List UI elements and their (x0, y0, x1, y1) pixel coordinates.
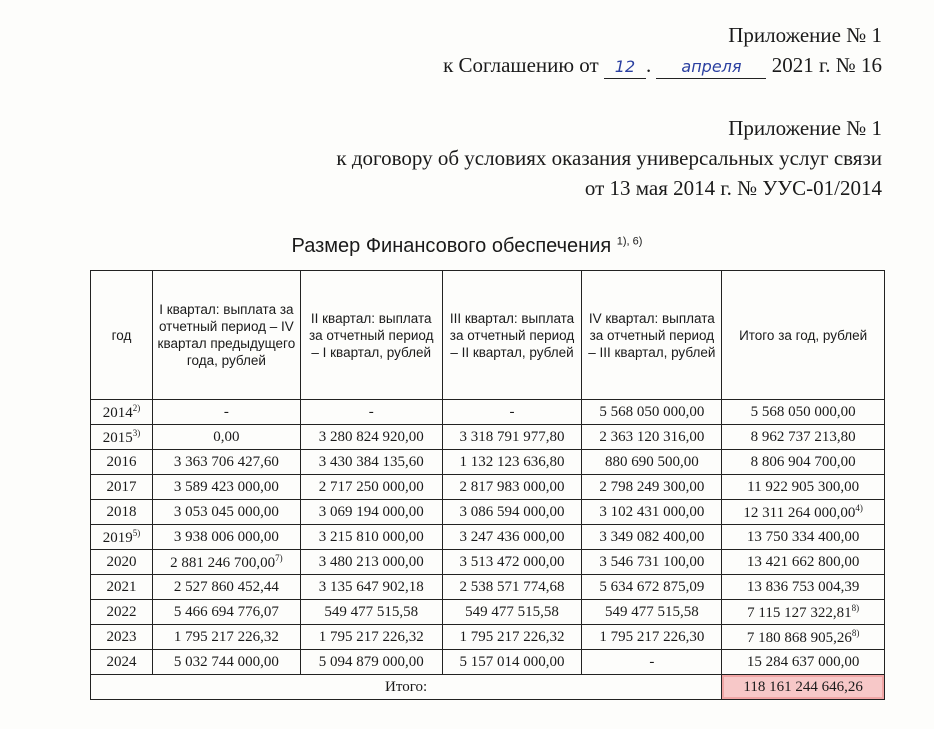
table-row (91, 650, 885, 675)
year-total-cell: 7 115 127 322,81$^{8)}$ (722, 600, 885, 625)
q2-cell: 549 477 515,58 (300, 600, 442, 625)
q3-cell: 1 795 217 226,32 (442, 625, 582, 650)
year-total-cell: 5 568 050 000,00 (722, 400, 885, 425)
q1-cell: 3 938 006 000,00 (152, 525, 300, 550)
q3-cell: 3 318 791 977,80 (442, 425, 582, 450)
handwritten-month: апреля (656, 56, 766, 79)
footnote-marker: 5) (132, 527, 141, 538)
year-cell: 2018 (91, 500, 153, 525)
q3-cell: 3 513 472 000,00 (442, 550, 582, 575)
contract-title: к договору об условиях оказания универсальных услуг связи (336, 146, 882, 170)
table-row (91, 600, 885, 625)
year-cell: 2015$^{3)}$ (91, 425, 153, 450)
q1-cell: - (152, 400, 300, 425)
col-header-q3: III квартал: выплата за отчетный период – II квартал, рублей (442, 271, 582, 400)
total-label: Итого: (91, 675, 722, 700)
table-row (91, 425, 885, 450)
q1-cell: 3 363 706 427,60 (152, 450, 300, 475)
year-total-cell: 13 836 753 004,39 (722, 575, 885, 600)
q2-cell: 3 280 824 920,00 (300, 425, 442, 450)
year-cell: 2024 (91, 650, 153, 675)
table-row (91, 500, 885, 525)
q2-cell: 5 094 879 000,00 (300, 650, 442, 675)
contract-header (336, 113, 882, 203)
year-cell: 2017 (91, 475, 153, 500)
table-row (91, 625, 885, 650)
year-cell: 2016 (91, 450, 153, 475)
year-total-cell: 15 284 637 000,00 (722, 650, 885, 675)
q3-cell: 3 086 594 000,00 (442, 500, 582, 525)
q3-cell: 5 157 014 000,00 (442, 650, 582, 675)
q4-cell: 880 690 500,00 (582, 450, 722, 475)
year-cell: 2022 (91, 600, 153, 625)
financing-table (90, 270, 885, 700)
table-row (91, 400, 885, 425)
q1-cell: 3 053 045 000,00 (152, 500, 300, 525)
table-row (91, 550, 885, 575)
year-cell: 2021 (91, 575, 153, 600)
q4-cell: 3 102 431 000,00 (582, 500, 722, 525)
footnote-marker: 4) (855, 502, 863, 513)
table-row (91, 475, 885, 500)
appendix-number-2: Приложение № 1 (728, 116, 882, 140)
q2-cell: 3 135 647 902,18 (300, 575, 442, 600)
year-total-cell: 8 806 904 700,00 (722, 450, 885, 475)
appendix-number: Приложение № 1 (728, 23, 882, 47)
title-footnotes: 1), 6) (616, 235, 643, 248)
q1-cell: 0,00 (152, 425, 300, 450)
year-total-cell: 12 311 264 000,00$^{4)}$ (722, 500, 885, 525)
year-total-cell: 11 922 905 300,00 (722, 475, 885, 500)
q3-cell: 2 817 983 000,00 (442, 475, 582, 500)
footnote-marker: 7) (275, 552, 283, 563)
q1-cell: 2 527 860 452,44 (152, 575, 300, 600)
year-cell: 2023 (91, 625, 153, 650)
year-total-cell: 13 421 662 800,00 (722, 550, 885, 575)
col-header-year: год (91, 271, 153, 400)
year-total-cell: 8 962 737 213,80 (722, 425, 885, 450)
q3-cell: 2 538 571 774,68 (442, 575, 582, 600)
q1-cell: 5 032 744 000,00 (152, 650, 300, 675)
q4-cell: 3 349 082 400,00 (582, 525, 722, 550)
q3-cell: 1 132 123 636,80 (442, 450, 582, 475)
q2-cell: 3 480 213 000,00 (300, 550, 442, 575)
year-total-cell: 13 750 334 400,00 (722, 525, 885, 550)
q4-cell: 5 634 672 875,09 (582, 575, 722, 600)
col-header-q1: I квартал: выплата за отчетный период – IV квартал предыдущего года, рублей (152, 271, 300, 400)
q1-cell: 1 795 217 226,32 (152, 625, 300, 650)
q1-cell: 2 881 246 700,00$^{7)}$ (152, 550, 300, 575)
col-header-q4: IV квартал: выплата за отчетный период – III квартал, рублей (582, 271, 722, 400)
q4-cell: 3 546 731 100,00 (582, 550, 722, 575)
q4-cell: 1 795 217 226,30 (582, 625, 722, 650)
handwritten-day: 12 (604, 56, 646, 79)
contract-date: от 13 мая 2014 г. № УУС-01/2014 (584, 176, 882, 200)
q2-cell: 2 717 250 000,00 (300, 475, 442, 500)
table-row (91, 575, 885, 600)
table-row (91, 450, 885, 475)
table-row (91, 525, 885, 550)
agreement-header (443, 20, 882, 80)
q3-cell: - (442, 400, 582, 425)
q3-cell: 549 477 515,58 (442, 600, 582, 625)
agreement-reference: к Соглашению от 12 . апреля 2021 г. № 16 (443, 53, 882, 77)
total-row (91, 675, 885, 700)
q4-cell: 5 568 050 000,00 (582, 400, 722, 425)
q2-cell: 3 430 384 135,60 (300, 450, 442, 475)
footnote-marker: 8) (851, 602, 860, 613)
footnote-marker: 2) (132, 402, 141, 413)
year-cell: 2014$^{2)}$ (91, 400, 153, 425)
footnote-marker: 3) (132, 427, 141, 438)
q4-cell: 2 363 120 316,00 (582, 425, 722, 450)
col-header-total: Итого за год, рублей (722, 271, 885, 400)
table-title: Размер Финансового обеспечения $^{1), 6)}$ (291, 235, 643, 257)
table-header-row (91, 271, 885, 400)
q1-cell: 3 589 423 000,00 (152, 475, 300, 500)
q2-cell: 3 069 194 000,00 (300, 500, 442, 525)
q2-cell: 3 215 810 000,00 (300, 525, 442, 550)
col-header-q2: II квартал: выплата за отчетный период – I квартал, рублей (300, 271, 442, 400)
q4-cell: 549 477 515,58 (582, 600, 722, 625)
q2-cell: 1 795 217 226,32 (300, 625, 442, 650)
year-cell: 2020 (91, 550, 153, 575)
year-total-cell: 7 180 868 905,26$^{8)}$ (722, 625, 885, 650)
q3-cell: 3 247 436 000,00 (442, 525, 582, 550)
q2-cell: - (300, 400, 442, 425)
footnote-marker: 8) (851, 627, 860, 638)
q4-cell: 2 798 249 300,00 (582, 475, 722, 500)
q1-cell: 5 466 694 776,07 (152, 600, 300, 625)
grand-total-cell: 118 161 244 646,26 (722, 675, 885, 700)
year-cell: 2019$^{5)}$ (91, 525, 153, 550)
q4-cell: - (582, 650, 722, 675)
table-body (91, 400, 885, 700)
